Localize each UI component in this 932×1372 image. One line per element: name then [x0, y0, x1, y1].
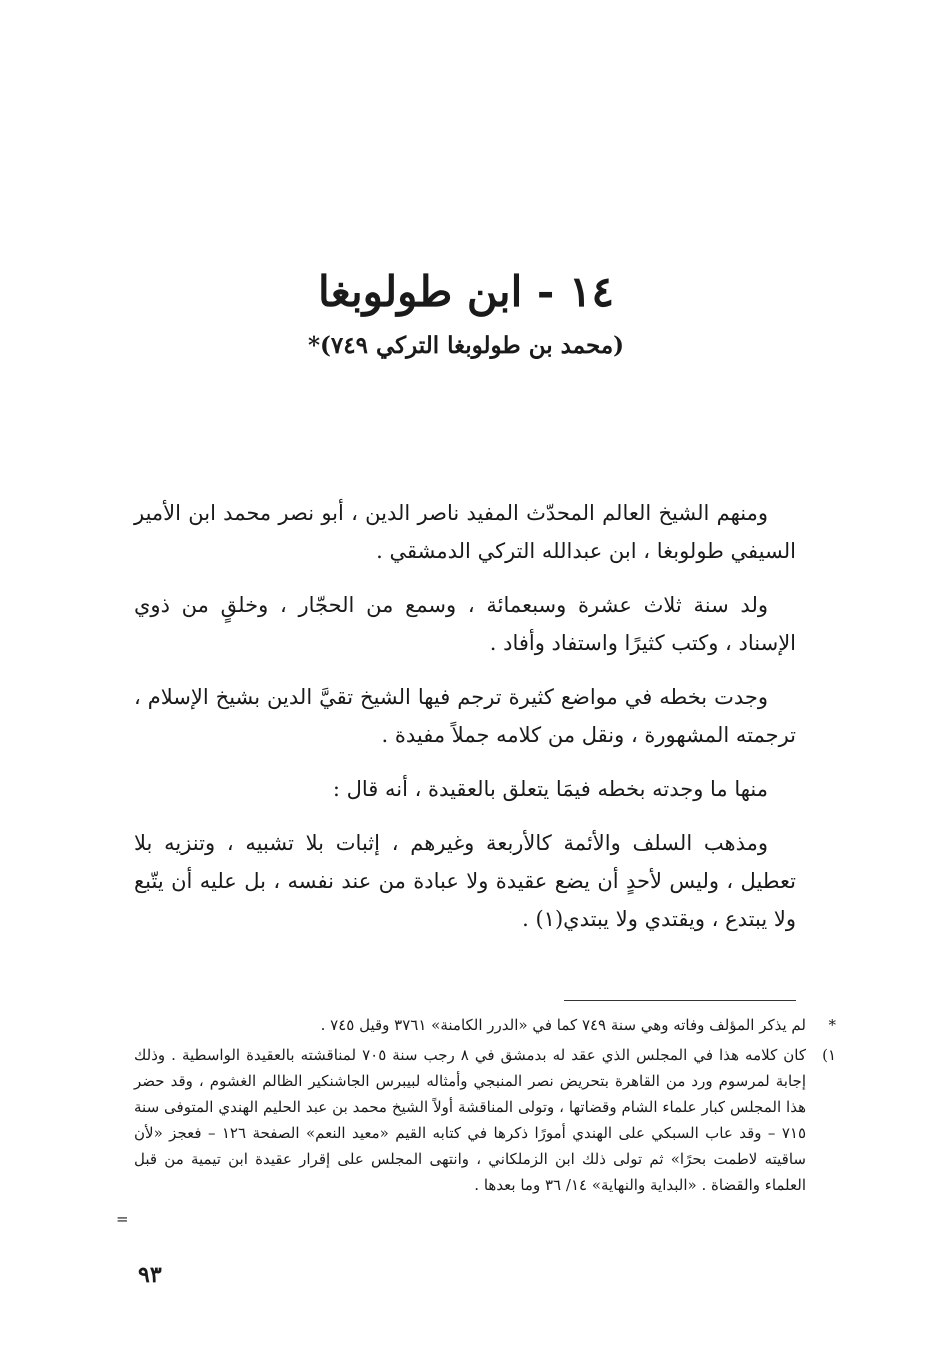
paragraph: وجدت بخطه في مواضع كثيرة ترجم فيها الشيخ تقيَّ الدين بشيخ الإسلام ، ترجمته المشهورة ، ونقل من كلامه جملاً مفيدة . [134, 685, 796, 747]
footnote-mark: * [828, 1016, 836, 1034]
footnote-mark: ١) [822, 1046, 836, 1064]
chapter-title: ١٤ - ابن طولوبغا [317, 267, 615, 316]
body-text [134, 494, 796, 954]
footnote-text: كان كلامه هذا في المجلس الذي عقد له بدمشق في ٨ رجب سنة ٧٠٥ لمناقشته بالعقيدة الواسطية . وذلك إجابة لمرسوم ورد من القاهرة بتحريض نصر المنبجي وأمثاله لبيبرس الجاشنكير الظالم الغشوم ، وقد حضر هذا المجلس كبار علماء الشام وقضاتها ، وتولى المناقشة أولاً الشيخ محمد بن عبد الحليم الهندي المتوفى سنة ٧١٥ – وقد عاب السبكي على الهندي أمورًا ذكرها في كتابه القيم «معيد النعم» الصفحة ١٢٦ – فعجز «لأن ساقيته لاطمت بحرًا» ثم تولى ذلك ابن الزملكاني ، وانتهى المجلس على إقرار عقيدة ابن تيمية من قبل العلماء والقضاة . «البداية والنهاية» ١٤/ ٣٦ وما بعدها . [134, 1046, 807, 1194]
footnote [134, 1012, 836, 1038]
footnotes [134, 1012, 836, 1202]
paragraph: ومذهب السلف والأئمة كالأربعة وغيرهم ، إثبات بلا تشبيه ، وتنزيه بلا تعطيل ، وليس لأحدٍ أن يضع عقيدة ولا عبادة من عند نفسه ، بل عليه أن يتّبع ولا يبتدع ، ويقتدي ولا يبتدي(١) . [134, 831, 796, 931]
footnote-text: لم يذكر المؤلف وفاته وهي سنة ٧٤٩ كما في «الدرر الكامنة» ٣٧٦١ وقيل ٧٤٥ . [320, 1016, 806, 1034]
paragraph: ومنهم الشيخ العالم المحدّث المفيد ناصر الدين ، أبو نصر محمد ابن الأمير السيفي طولوبغا ، ابن عبدالله التركي الدمشقي . [134, 501, 796, 563]
paragraph: منها ما وجدته بخطه فيمَا يتعلق بالعقيدة ، أنه قال : [332, 777, 768, 801]
paragraph: ولد سنة ثلاث عشرة وسبعمائة ، وسمع من الحجّار ، وخلقٍ من ذوي الإسناد ، وكتب كثيرًا واستفاد وأفاد . [134, 593, 796, 655]
footnote [134, 1042, 836, 1198]
page-number: ٩٣ [138, 1262, 162, 1288]
footnote-divider [564, 1000, 796, 1001]
footnote-continues-mark: = [116, 1210, 129, 1228]
chapter-subtitle: (محمد بن طولوبغا التركي ٧٤٩)* [307, 332, 625, 359]
